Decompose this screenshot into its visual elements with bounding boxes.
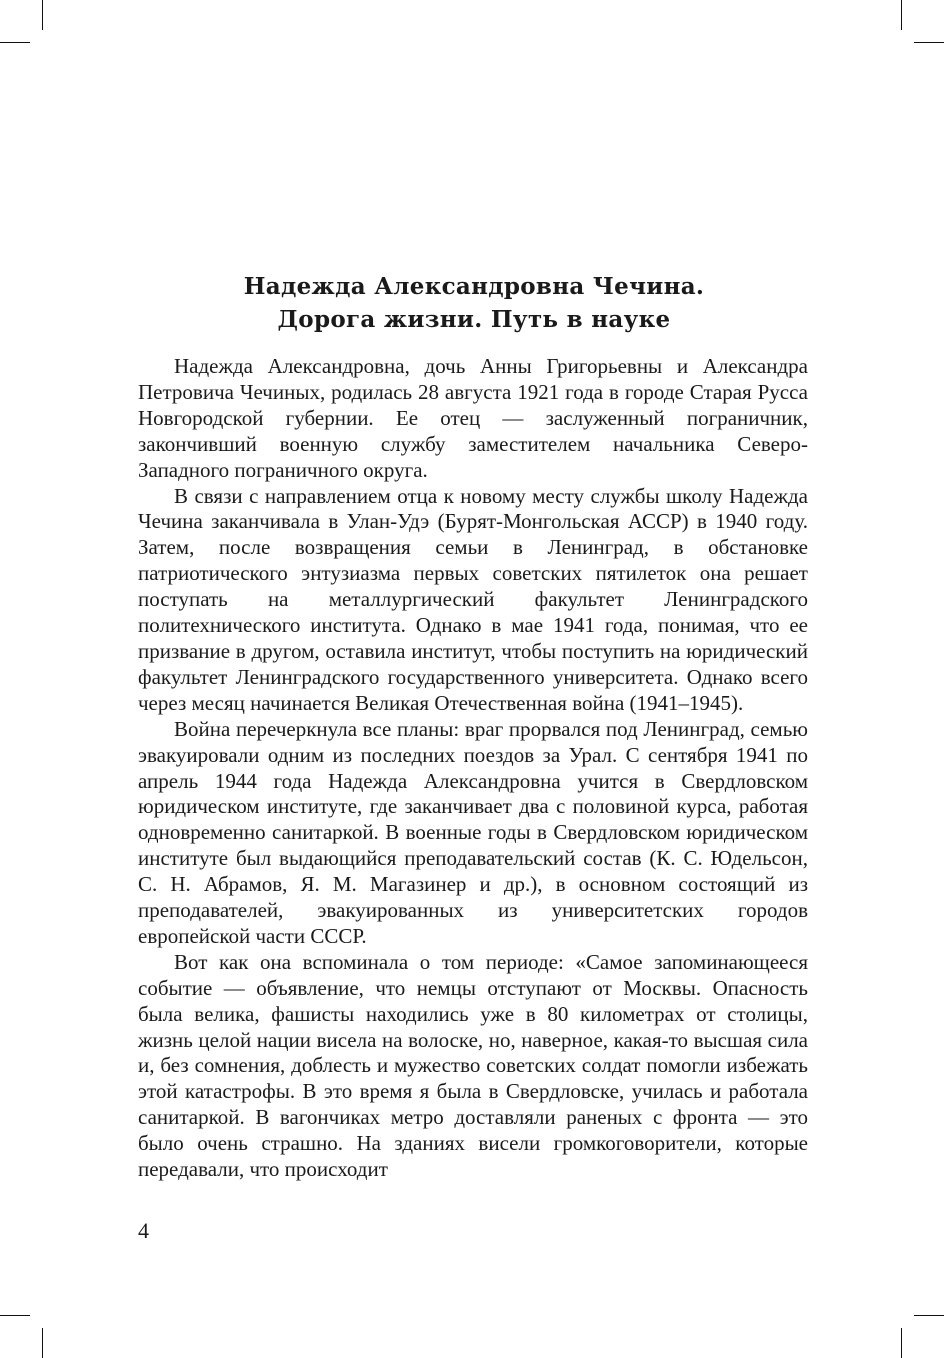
crop-mark-top-right-vertical — [901, 0, 902, 30]
paragraph-1: Надежда Александровна, дочь Анны Григорьевны и Александра Петровича Чечиных, родилась 28 августа 1921 года в городе Старая Русса Новгородской губернии. Ее отец — заслуженный пограничник, закончивший военную службу заместителем начальника Северо-Западного пограничного округа. — [138, 354, 808, 482]
crop-mark-bottom-right-vertical — [901, 1328, 902, 1358]
page-number: 4 — [138, 1218, 149, 1243]
crop-mark-top-left-vertical — [42, 0, 43, 30]
body-text — [138, 354, 808, 1183]
paragraph-2: В связи с направлением отца к новому месту службы школу Надежда Чечина заканчивала в Улан-Удэ (Бурят-Монгольская АССР) в 1940 году. Затем, после возвращения семьи в Ленинград, в обстановке патриотического энтузиазма первых советских пятилеток она решает поступать на металлургический факультет Ленинградского политехнического института. Однако в мае 1941 года, понимая, что ее призвание в другом, оставила институт, чтобы поступить на юридический факультет Ленинградского государственного университета. Однако всего через месяц начинается Великая Отечественная война (1941–1945). — [138, 483, 808, 715]
paragraph-3: Война перечеркнула все планы: враг прорвался под Ленинград, семью эвакуировали одним из последних поездов за Урал. С сентября 1941 по апрель 1944 года Надежда Александровна учится в Свердловском юридическом институте, где заканчивает два с половиной курса, работая одновременно санитаркой. В военные годы в Свердловском юридическом институте был выдающийся преподавательский состав (К. С. Юдельсон, С. Н. Абрамов, Я. М. Магазинер и др.), в основном состоящий из преподавателей, эвакуированных из университетских городов европейской части СССР. — [138, 716, 808, 948]
crop-mark-bottom-left-horizontal — [0, 1315, 30, 1316]
chapter-title-line-2: Дорога жизни. Путь в науке — [277, 306, 671, 333]
crop-mark-top-left-horizontal — [0, 42, 30, 43]
paragraph-4: Вот как она вспоминала о том периоде: «Самое запоминающееся событие — объявление, что немцы отступают от Москвы. Опасность была велика, фашисты находились уже в 80 километрах от столицы, жизнь целой нации висела на волоске, но, наверное, какая-то высшая сила и, без сомнения, доблесть и мужество советских солдат помогли избежать этой катастрофы. В это время я была в Свердловске, училась и работала санитаркой. В вагончиках метро доставляли раненых с фронта — это было очень страшно. На зданиях висели громкоговорители, которые передавали, что происходит — [138, 949, 808, 1182]
crop-mark-top-right-horizontal — [914, 42, 944, 43]
chapter-title — [140, 270, 808, 336]
crop-mark-bottom-right-horizontal — [914, 1315, 944, 1316]
crop-mark-bottom-left-vertical — [42, 1328, 43, 1358]
chapter-title-line-1: Надежда Александровна Чечина. — [243, 273, 705, 300]
